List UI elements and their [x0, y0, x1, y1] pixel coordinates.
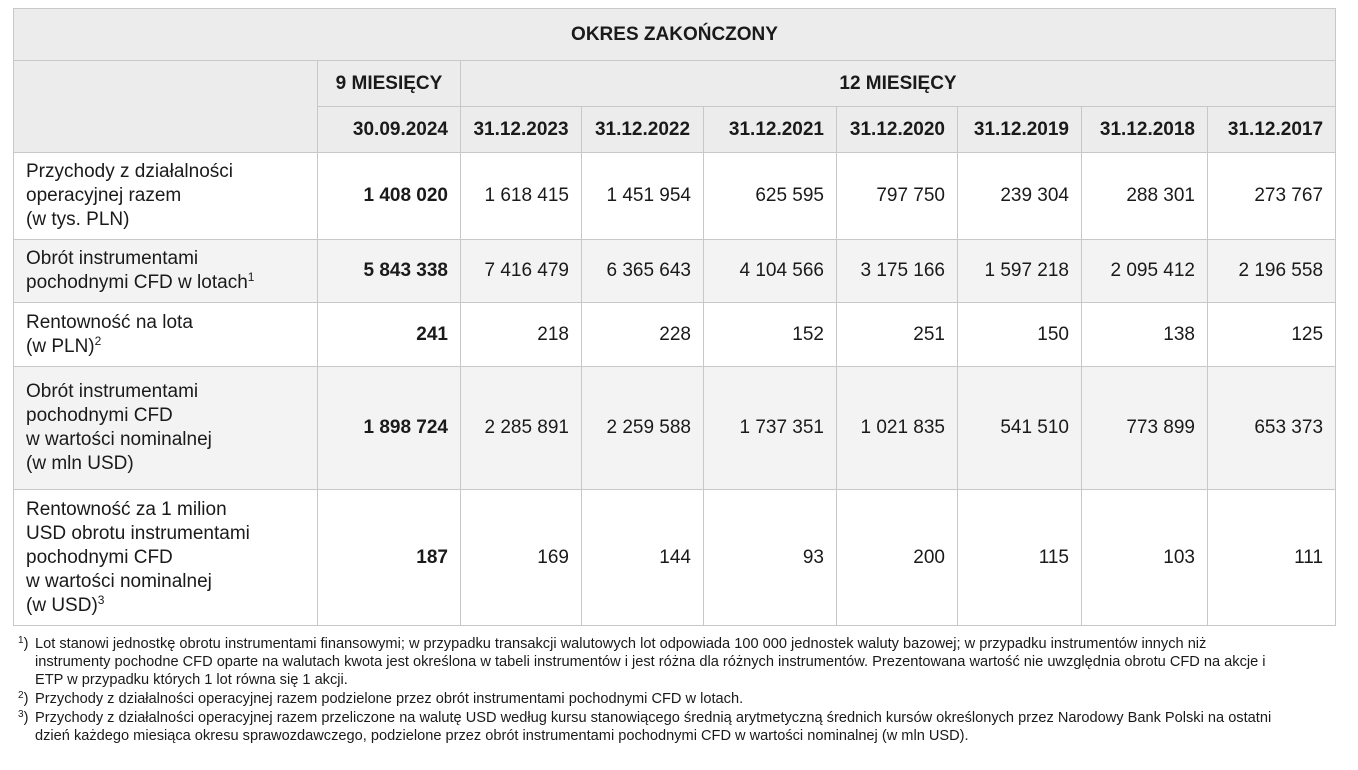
row-label: Obrót instrumentami pochodnymi CFD w wartości nominalnej (w mln USD) — [14, 367, 318, 490]
footnote-ref: 3 — [97, 592, 105, 607]
value-cell: 2 196 558 — [1208, 240, 1336, 303]
footnotes — [13, 635, 1335, 745]
period-title: OKRES ZAKOŃCZONY — [14, 9, 1336, 61]
value-cell: 169 — [461, 490, 582, 626]
date-header: 31.12.2022 — [582, 107, 704, 153]
value-cell: 288 301 — [1082, 153, 1208, 240]
footnote-text: Lot stanowi jednostkę obrotu instrumentami finansowymi; w przypadku transakcji walutowych lot odpowiada 100 000 jednostek waluty bazowej; w przypadku instrumentów innych niż instrumenty pochodne CFD oparte na walutach kwota jest określona w tabeli instrumentów i jest różna dla różnych instrumentów. Prezentowana wartość nie uwzględnia obrotu CFD na akcje i ETP w przypadku których 1 lot równa się 1 akcji. — [35, 636, 1266, 688]
value-cell: 241 — [318, 303, 461, 367]
value-cell: 1 737 351 — [704, 367, 837, 490]
value-cell: 797 750 — [837, 153, 958, 240]
row-label: Rentowność za 1 milion USD obrotu instrumentami pochodnymi CFD w wartości nominalnej (w USD)$^3$ — [14, 490, 318, 626]
date-header: 31.12.2023 — [461, 107, 582, 153]
value-cell: 773 899 — [1082, 367, 1208, 490]
date-header: 31.12.2021 — [704, 107, 837, 153]
value-cell: 1 451 954 — [582, 153, 704, 240]
financial-table-container — [13, 8, 1335, 746]
value-cell: 5 843 338 — [318, 240, 461, 303]
value-cell: 150 — [958, 303, 1082, 367]
footnote — [13, 690, 1285, 708]
footnote-ref: 2 — [94, 333, 102, 348]
table-row-turnover-lots — [14, 240, 1336, 303]
date-header: 30.09.2024 — [318, 107, 461, 153]
value-cell: 2 285 891 — [461, 367, 582, 490]
value-cell: 1 898 724 — [318, 367, 461, 490]
value-cell: 218 — [461, 303, 582, 367]
group-12-months: 12 MIESIĘCY — [461, 61, 1336, 107]
value-cell: 625 595 — [704, 153, 837, 240]
footnote-mark: $^1$) — [18, 635, 29, 652]
header-row-groups — [14, 61, 1336, 107]
row-label: Obrót instrumentami pochodnymi CFD w lotach$^1$ — [14, 240, 318, 303]
footnote-ref: 1 — [247, 270, 255, 284]
value-cell: 228 — [582, 303, 704, 367]
value-cell: 251 — [837, 303, 958, 367]
table-row-turnover-nominal — [14, 367, 1336, 490]
table-row-revenue — [14, 153, 1336, 240]
header-row-period — [14, 9, 1336, 61]
value-cell: 125 — [1208, 303, 1336, 367]
date-header: 31.12.2018 — [1082, 107, 1208, 153]
value-cell: 187 — [318, 490, 461, 626]
value-cell: 1 618 415 — [461, 153, 582, 240]
header-blank-cell — [14, 61, 318, 153]
table-row-profit-per-million — [14, 490, 1336, 626]
value-cell: 115 — [958, 490, 1082, 626]
value-cell: 138 — [1082, 303, 1208, 367]
value-cell: 239 304 — [958, 153, 1082, 240]
value-cell: 3 175 166 — [837, 240, 958, 303]
footnote — [13, 709, 1285, 745]
group-9-months: 9 MIESIĘCY — [318, 61, 461, 107]
value-cell: 1 408 020 — [318, 153, 461, 240]
footnote-text: Przychody z działalności operacyjnej razem przeliczone na walutę USD według kursu stanowiącego średnią arytmetyczną średnich kursów określonych przez Narodowy Bank Polski na ostatni dzień każdego miesiąca okresu sprawozdawczego, podzielone przez obrót instrumentami pochodnymi CFD w wartości nominalnej (w mln USD). — [35, 710, 1272, 744]
value-cell: 541 510 — [958, 367, 1082, 490]
value-cell: 6 365 643 — [582, 240, 704, 303]
value-cell: 4 104 566 — [704, 240, 837, 303]
value-cell: 200 — [837, 490, 958, 626]
footnote-mark: $^2$) — [18, 690, 29, 707]
value-cell: 152 — [704, 303, 837, 367]
footnote-text: Przychody z działalności operacyjnej razem podzielone przez obrót instrumentami pochodnymi CFD w lotach. — [35, 691, 744, 707]
row-label: Rentowność na lota (w PLN)$^2$ — [14, 303, 318, 367]
date-header: 31.12.2019 — [958, 107, 1082, 153]
value-cell: 111 — [1208, 490, 1336, 626]
value-cell: 653 373 — [1208, 367, 1336, 490]
value-cell: 103 — [1082, 490, 1208, 626]
value-cell: 93 — [704, 490, 837, 626]
value-cell: 2 259 588 — [582, 367, 704, 490]
table-row-profit-per-lot — [14, 303, 1336, 367]
date-header: 31.12.2020 — [837, 107, 958, 153]
financial-table — [13, 8, 1336, 626]
footnote — [13, 635, 1285, 689]
date-header: 31.12.2017 — [1208, 107, 1336, 153]
row-label: Przychody z działalności operacyjnej razem (w tys. PLN) — [14, 153, 318, 240]
value-cell: 1 597 218 — [958, 240, 1082, 303]
value-cell: 1 021 835 — [837, 367, 958, 490]
footnote-mark: $^3$) — [18, 709, 29, 726]
value-cell: 144 — [582, 490, 704, 626]
value-cell: 273 767 — [1208, 153, 1336, 240]
value-cell: 7 416 479 — [461, 240, 582, 303]
value-cell: 2 095 412 — [1082, 240, 1208, 303]
